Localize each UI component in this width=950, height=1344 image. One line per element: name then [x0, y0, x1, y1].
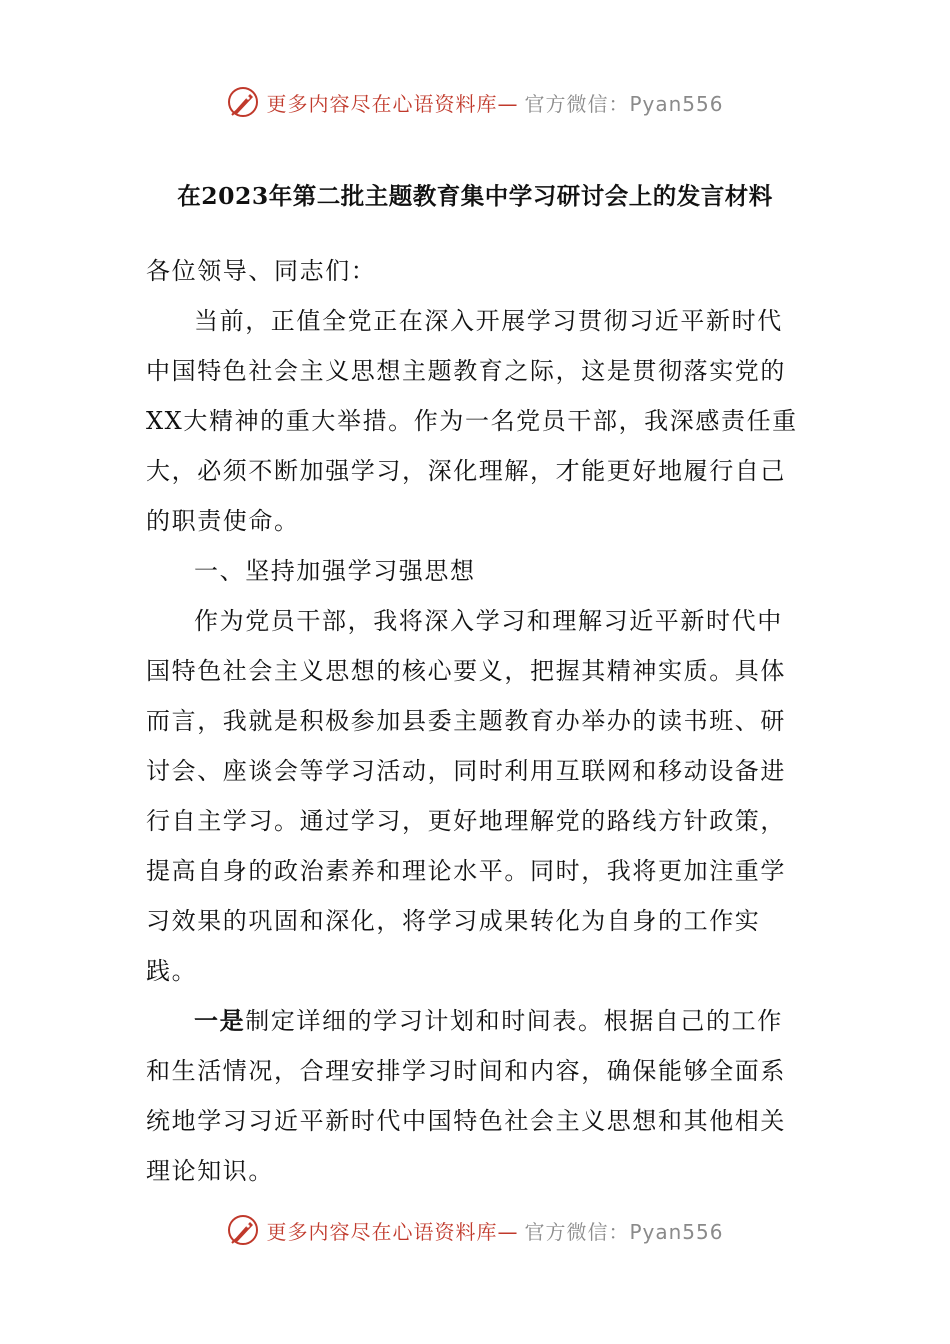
salutation: 各位领导、同志们： — [146, 257, 377, 285]
point-1-text: 制定详细的学习计划和时间表。根据自己的工作和生活情况，合理安排学习时间和内容，确保能够全面系统地学习习近平新时代中国特色社会主义思想和其他相关理论知识。 — [146, 1007, 786, 1185]
pen-nib-icon — [226, 85, 260, 119]
paragraph-study: 作为党员干部，我将深入学习和理解习近平新时代中国特色社会主义思想的核心要义，把握其精神实质。具体而言，我就是积极参加县委主题教育办举办的读书班、研讨会、座谈会等学习活动，同时利用互联网和移动设备进行自主学习。通过学习，更好地理解党的路线方针政策，提高自身的政治素养和理论水平。同时，我将更加注重学习效果的巩固和深化，将学习成果转化为自身的工作实践。 — [146, 607, 786, 985]
document-body — [146, 246, 806, 1196]
paragraph-point-1 — [146, 996, 806, 1196]
banner-contact-text: 官方微信：Pyan556 — [524, 1219, 724, 1244]
document-title: 在2023年第二批主题教育集中学习研讨会上的发言材料 — [177, 182, 773, 210]
section-heading-1: 一、坚持加强学习强思想 — [194, 557, 476, 585]
pen-nib-icon — [226, 1213, 260, 1247]
banner-contact-text: 官方微信：Pyan556 — [524, 91, 724, 116]
point-1-lead: 一是 — [194, 1006, 246, 1035]
footer-watermark-banner — [0, 1210, 950, 1250]
paragraph-intro: 当前，正值全党正在深入开展学习贯彻习近平新时代中国特色社会主义思想主题教育之际，这是贯彻落实党的XX大精神的重大举措。作为一名党员干部，我深感责任重大，必须不断加强学习，深化理解，才能更好地履行自己的职责使命。 — [146, 307, 798, 535]
header-watermark-banner — [0, 82, 950, 122]
banner-promo-text: 更多内容尽在心语资料库— — [266, 1219, 519, 1244]
banner-promo-text: 更多内容尽在心语资料库— — [266, 91, 519, 116]
